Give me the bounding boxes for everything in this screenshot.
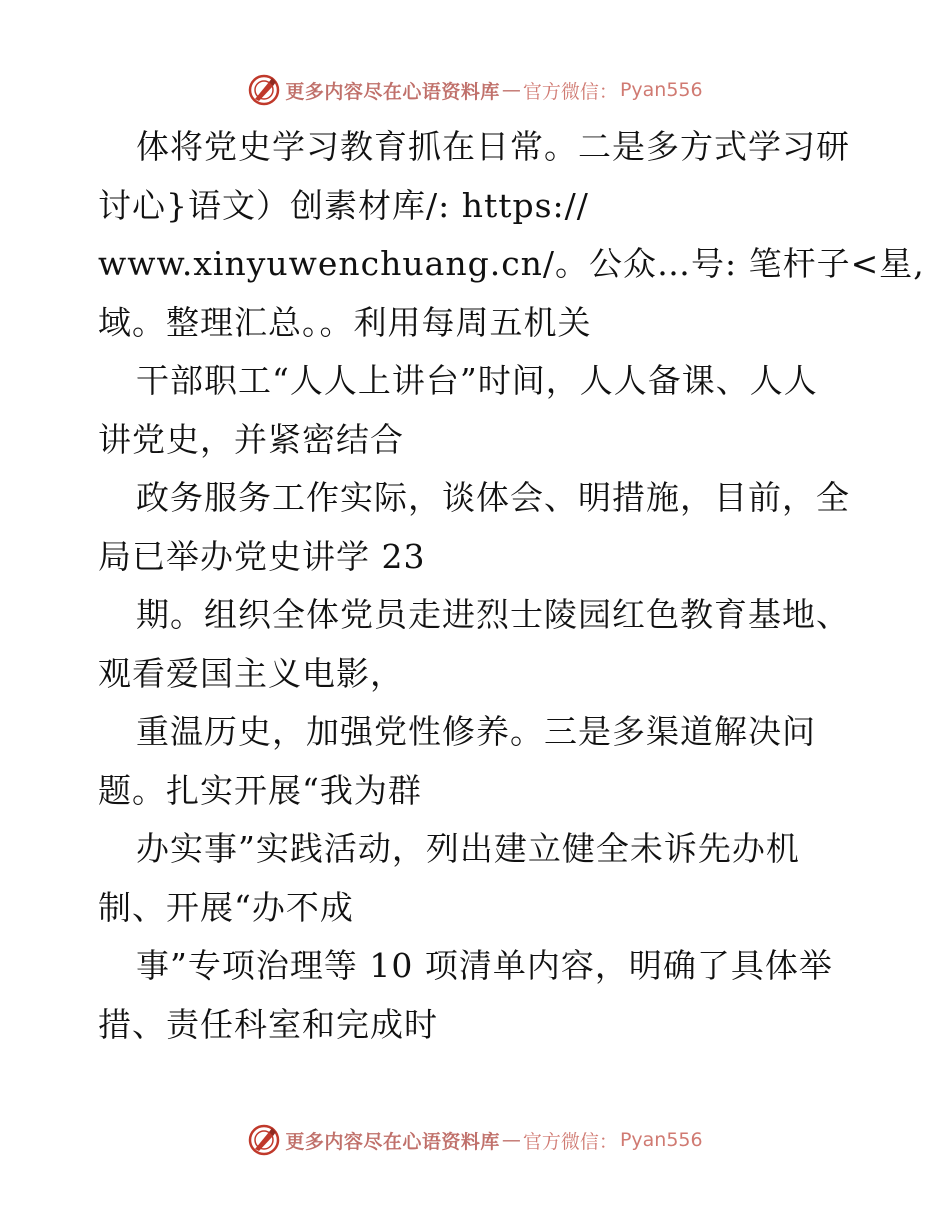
banner-wechat-id: Pyan556 (619, 1129, 703, 1151)
footer-banner (0, 1120, 950, 1160)
pen-nib-logo-icon (247, 1123, 281, 1157)
document-body (98, 118, 925, 1054)
text-line: 制、开展“办不成 (98, 887, 354, 927)
text-line: 观看爱国主义电影， (98, 653, 404, 693)
banner-dash: — (501, 1129, 521, 1151)
pen-nib-logo-icon (247, 73, 281, 107)
text-line: 域。整理汇总。。利用每周五机关 (98, 302, 592, 342)
text-line: www.xinyuwenchuang.cn/。公众…号: 笔杆子<星, (98, 244, 925, 283)
banner-wechat-label: 官方微信： (522, 1130, 618, 1153)
banner-wechat-label: 官方微信： (522, 80, 618, 103)
text-line: 体将党史学习教育抓在日常。二是多方式学习研 (136, 127, 850, 166)
text-line: 局已举办党史讲学 23 (98, 536, 426, 576)
text-line: 讨心}语文）创素材库/: https:// (98, 185, 589, 225)
text-line: 事”专项治理等 10 项清单内容，明确了具体举 (136, 946, 833, 985)
text-line: 办实事”实践活动，列出建立健全未诉先办机 (136, 829, 800, 868)
text-line: 干部职工“人人上讲台”时间，人人备课、人人 (136, 361, 818, 400)
text-line: 重温历史，加强党性修养。三是多渠道解决问 (136, 712, 816, 751)
banner-site-name: 更多内容尽在心语资料库 (285, 1130, 500, 1153)
header-banner (0, 70, 950, 110)
banner-dash: — (501, 79, 521, 101)
text-line: 政务服务工作实际，谈体会、明措施，目前，全 (136, 478, 850, 517)
text-line: 讲党史，并紧密结合 (98, 419, 404, 459)
text-line: 期。组织全体党员走进烈士陵园红色教育基地、 (136, 595, 850, 634)
banner-wechat-id: Pyan556 (619, 79, 703, 101)
banner-site-name: 更多内容尽在心语资料库 (285, 80, 500, 103)
text-line: 措、责任科室和完成时 (98, 1004, 438, 1044)
text-line: 题。扎实开展“我为群 (98, 770, 422, 810)
